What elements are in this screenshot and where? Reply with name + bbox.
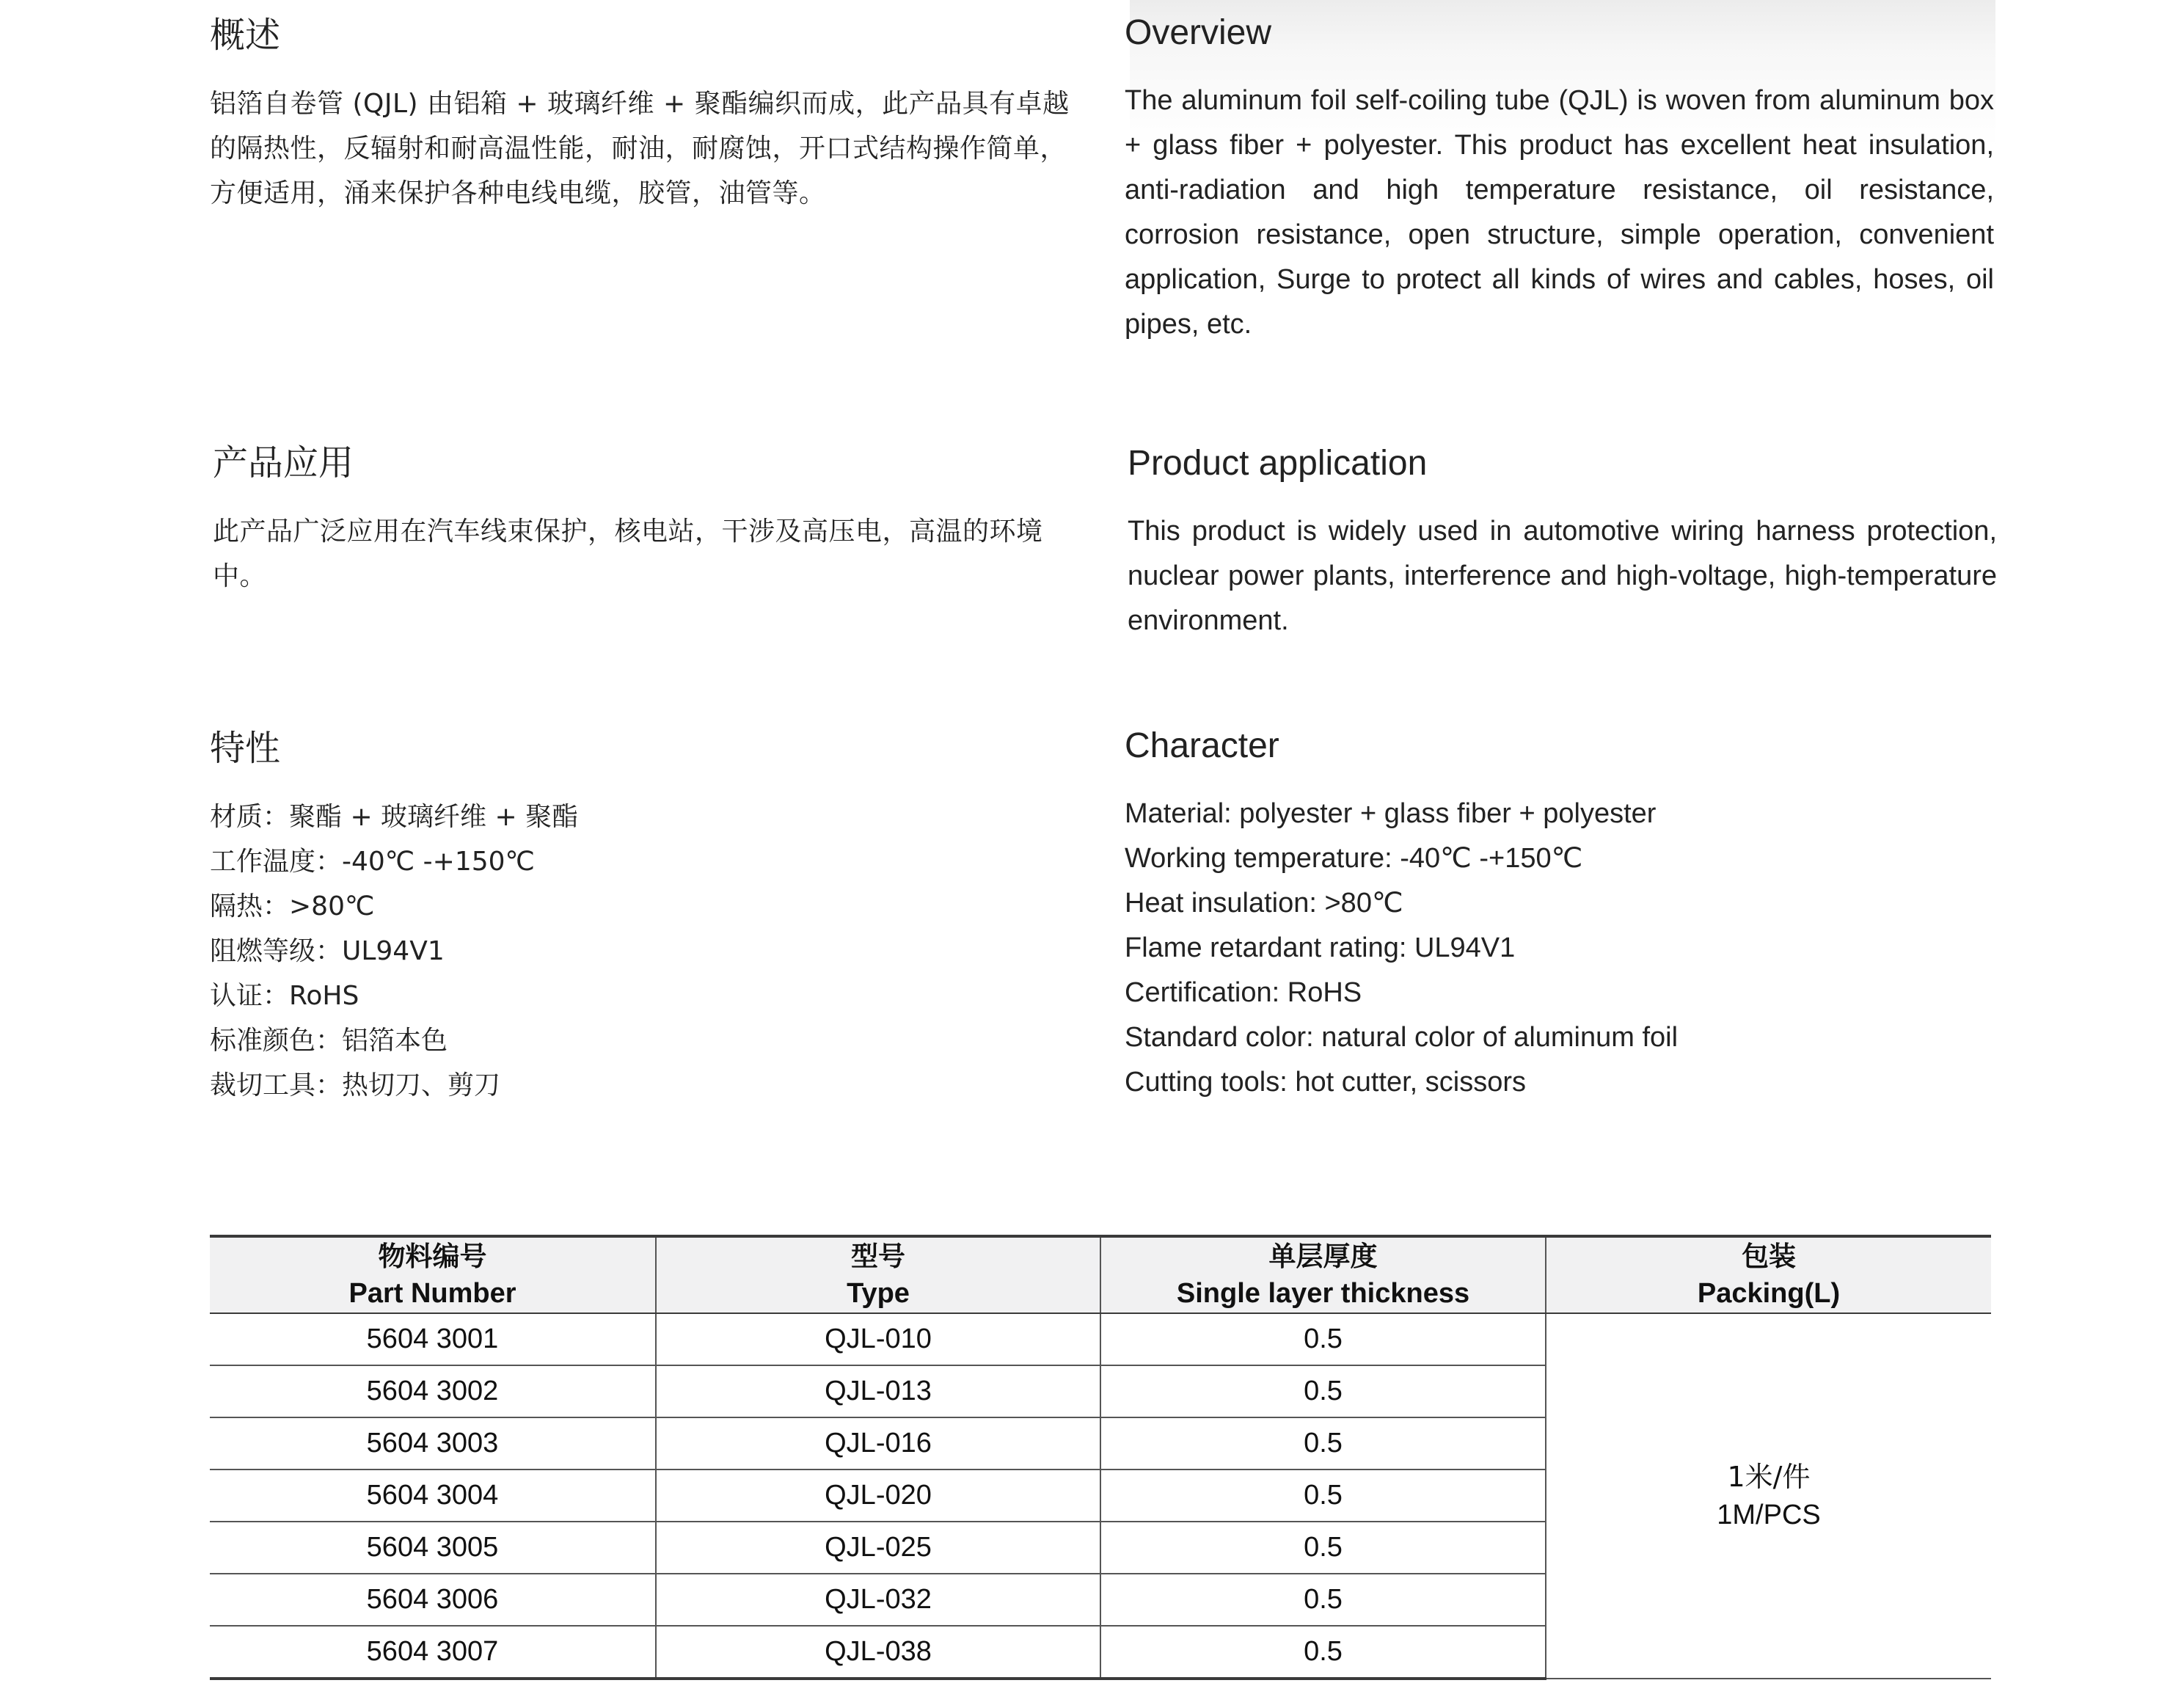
character-cn-item: 裁切工具：热切刀、剪刀 [210, 1070, 501, 1100]
part-number-cell: 5604 3003 [210, 1417, 656, 1470]
character-en-item: Cutting tools: hot cutter, scissors [1125, 1066, 1527, 1098]
character-cn-item: 阻燃等级：UL94V1 [210, 935, 445, 966]
character-en-item: Certification: RoHS [1125, 976, 1362, 1008]
type-cell: QJL-038 [656, 1626, 1100, 1679]
part-number-cell: 5604 3007 [210, 1626, 656, 1679]
character-cn-section [210, 728, 1079, 1108]
header-thickness [1100, 1236, 1546, 1313]
type-cell: QJL-032 [656, 1574, 1100, 1626]
thickness-cell: 0.5 [1100, 1522, 1546, 1574]
header-en-label: Type [847, 1278, 910, 1309]
application-en-title: Product application [1128, 444, 1428, 483]
type-cell: QJL-010 [656, 1313, 1100, 1365]
part-number-cell: 5604 3002 [210, 1365, 656, 1417]
header-cn-label: 单层厚度 [1268, 1241, 1378, 1272]
application-cn-text: 此产品广泛应用在汽车线束保护，核电站，干涉及高压电，高温的环境中。 [213, 516, 1043, 591]
table-header-row [210, 1236, 1991, 1313]
overview-cn-text: 铝箔自卷管 (QJL) 由铝箱 + 玻璃纤维 + 聚酯编织而成，此产品具有卓越的隔热性，反辐射和耐高温性能，耐油，耐腐蚀，开口式结构操作简单，方便适用，涌来保护各种电线电缆，胶管，油管等。 [210, 88, 1070, 208]
application-en-section [1128, 442, 1997, 643]
header-part-number [210, 1236, 656, 1313]
character-en-title: Character [1125, 726, 1279, 765]
character-cn-list [210, 795, 1079, 1108]
overview-en-text: The aluminum foil self-coiling tube (QJL) is woven from aluminum box + glass fiber + polyester. This product has excellent heat insulation, anti-radiation and high temperature resistance, oil resistance, corrosion resistance, open structure, simple operation, convenient application, Surge to protect all kinds of wires and cables, hoses, oil pipes, etc. [1125, 84, 1994, 340]
character-en-list [1125, 792, 1994, 1105]
header-en-label: Packing(L) [1697, 1278, 1841, 1309]
part-number-cell: 5604 3001 [210, 1313, 656, 1365]
header-cn-label: 物料编号 [378, 1241, 487, 1272]
packing-cn-value: 1米/件 [1727, 1461, 1811, 1493]
header-cn-label: 型号 [851, 1241, 905, 1272]
overview-en-section [1125, 12, 1994, 347]
header-packing [1546, 1236, 1991, 1313]
overview-en-title: Overview [1125, 13, 1272, 52]
type-cell: QJL-016 [656, 1417, 1100, 1470]
part-number-cell: 5604 3006 [210, 1574, 656, 1626]
character-en-item: Working temperature: -40℃ -+150℃ [1125, 842, 1583, 874]
character-cn-item: 隔热：>80℃ [210, 891, 375, 921]
packing-cell [1546, 1313, 1991, 1679]
character-en-item: Material: polyester + glass fiber + polyester [1125, 797, 1657, 829]
character-en-item: Standard color: natural color of aluminum foil [1125, 1021, 1679, 1053]
thickness-cell: 0.5 [1100, 1365, 1546, 1417]
part-number-cell: 5604 3004 [210, 1470, 656, 1522]
header-en-label: Part Number [348, 1278, 516, 1309]
thickness-cell: 0.5 [1100, 1417, 1546, 1470]
application-cn-title: 产品应用 [213, 442, 354, 483]
character-cn-item: 工作温度：-40℃ -+150℃ [210, 846, 535, 877]
type-cell: QJL-020 [656, 1470, 1100, 1522]
part-number-cell: 5604 3005 [210, 1522, 656, 1574]
header-cn-label: 包装 [1742, 1241, 1796, 1272]
character-en-section [1125, 725, 1994, 1105]
thickness-cell: 0.5 [1100, 1313, 1546, 1365]
application-cn-section [213, 442, 1082, 599]
character-cn-item: 认证：RoHS [210, 980, 359, 1011]
header-en-label: Single layer thickness [1176, 1278, 1470, 1309]
table-row [210, 1313, 1991, 1365]
thickness-cell: 0.5 [1100, 1626, 1546, 1679]
spec-table [210, 1235, 1991, 1680]
thickness-cell: 0.5 [1100, 1470, 1546, 1522]
overview-cn-title: 概述 [210, 15, 281, 56]
thickness-cell: 0.5 [1100, 1574, 1546, 1626]
type-cell: QJL-025 [656, 1522, 1100, 1574]
application-en-text: This product is widely used in automotive wiring harness protection, nuclear power plants, interference and high-voltage, high-temperature environment. [1128, 515, 1997, 636]
character-cn-item: 标准颜色：铝箔本色 [210, 1025, 448, 1056]
overview-cn-section [210, 15, 1079, 216]
character-cn-item: 材质：聚酯 + 玻璃纤维 + 聚酯 [210, 801, 579, 832]
header-type [656, 1236, 1100, 1313]
character-en-item: Flame retardant rating: UL94V1 [1125, 932, 1516, 963]
type-cell: QJL-013 [656, 1365, 1100, 1417]
character-cn-title: 特性 [210, 728, 281, 769]
character-en-item: Heat insulation: >80℃ [1125, 887, 1403, 919]
packing-en-value: 1M/PCS [1717, 1500, 1821, 1530]
